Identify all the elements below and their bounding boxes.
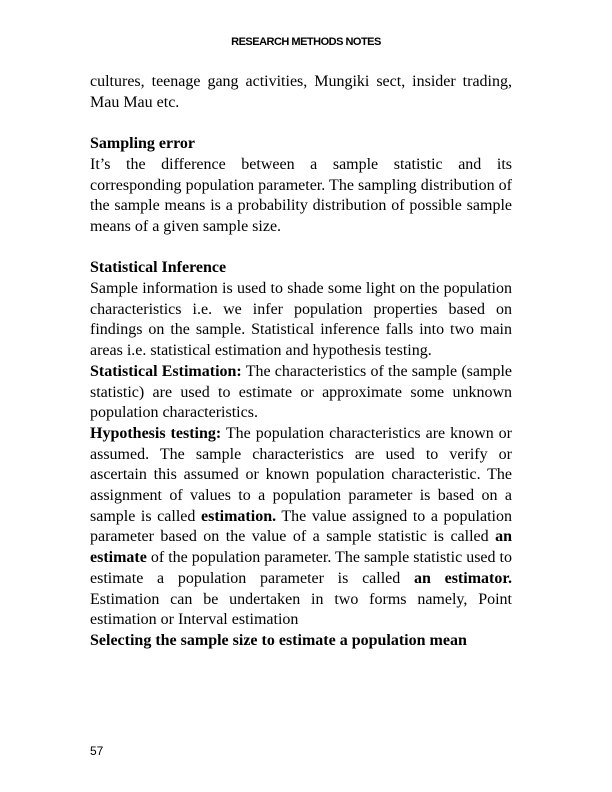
- page-body: [90, 72, 512, 652]
- hypothesis-testing-text-2: The value assigned to a population parameter based on the value of a sample statistic is called: [90, 507, 512, 546]
- statistical-inference-paragraph: Sample information is used to shade some light on the population characteristics i.e. we infer population properties based on findings on the sample. Statistical inference falls into two main areas i.e. statistical estimation and hypothesis testing.: [90, 280, 512, 360]
- statistical-estimation-paragraph: [90, 362, 512, 424]
- hypothesis-testing-text-3: of the population parameter. The sample statistic used to estimate a population parameter is called: [90, 549, 512, 587]
- statistical-estimation-text: The characteristics of the sample (sample statistic) are used to estimate or approximate some unknown population characteristics.: [90, 362, 512, 422]
- sample-size-heading: Selecting the sample size to estimate a population mean: [90, 631, 467, 649]
- paragraph-spacer: [90, 238, 512, 259]
- page-number: 57: [90, 744, 104, 758]
- running-header: RESEARCH METHODS NOTES: [231, 36, 381, 48]
- term-an-estimator: an estimator.: [413, 569, 512, 587]
- intro-paragraph: cultures, teenage gang activities, Mungiki sect, insider trading, Mau Mau etc.: [90, 73, 512, 111]
- hypothesis-testing-text-4: Estimation can be undertaken in two forms namely, Point estimation or Interval estimation: [90, 590, 512, 629]
- term-estimation: estimation.: [200, 507, 277, 525]
- sampling-error-heading: Sampling error: [90, 135, 196, 153]
- statistical-estimation-term: Statistical Estimation:: [90, 362, 242, 380]
- term-an-estimate: an estimate: [90, 528, 512, 567]
- hypothesis-testing-paragraph: [90, 424, 512, 631]
- paragraph-spacer: [90, 113, 512, 134]
- statistical-inference-heading: Statistical Inference: [90, 259, 227, 277]
- sampling-error-paragraph: It’s the difference between a sample statistic and its corresponding population parameter. The sampling distribution of the sample means is a probability distribution of possible sample means of a given sample size.: [90, 155, 512, 235]
- hypothesis-testing-text-1: The population characteristics are known or assumed. The sample characteristics are used to verify or ascertain this assumed or known population characteristic. The assignment of values to a population parameter is based on a sample is called: [90, 424, 512, 525]
- hypothesis-testing-term: Hypothesis testing:: [90, 424, 222, 442]
